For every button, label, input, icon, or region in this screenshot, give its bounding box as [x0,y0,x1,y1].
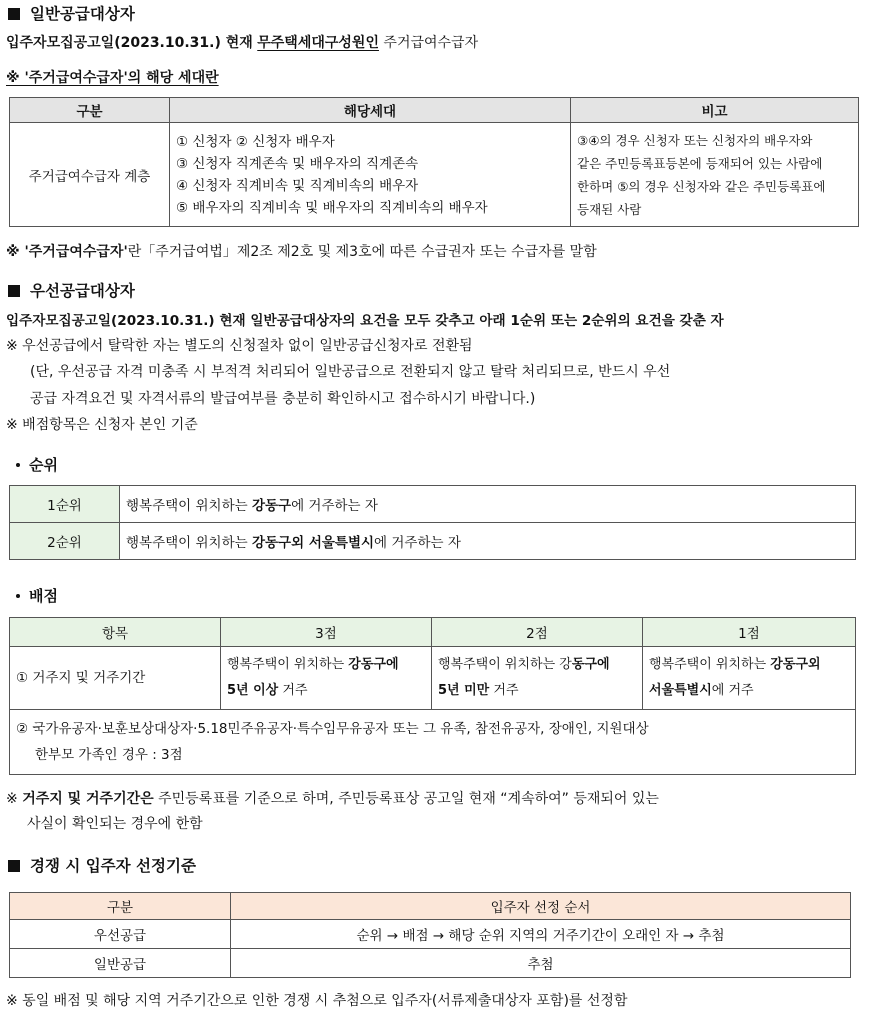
rank-label: 2순위 [10,523,120,560]
rank-subtitle: 순위 [16,454,58,475]
general-footnote: ※ '주거급여수급자'란「주거급여법」제2조 제2호 및 제3호에 따른 수급권자 또는 수급자를 말함 [6,244,597,260]
selection-footnote: ※ 동일 배점 및 해당 지역 거주기간으로 인한 경쟁 시 추첨으로 입주자(서류제출대상자 포함)를 선정함 [6,993,628,1009]
table-header: 입주자 선정 순서 [231,893,851,920]
score-item: ① 거주지 및 거주기간 [10,647,221,710]
score-table [9,617,856,775]
table-header: 1점 [643,618,856,647]
score-3-cell: 행복주택이 위치하는 강동구에 5년 이상 거주 [221,647,432,710]
rank-table [9,485,856,560]
table-header: 해당세대 [170,98,571,123]
priority-footnote: ※ 거주지 및 거주기간은 주민등록표를 기준으로 하며, 주민등록표상 공고일 현재 “계속하여” 등재되어 있는 [6,791,659,807]
section-title-priority: 우선공급대상자 [8,279,135,301]
score-item-2: ② 국가유공자·보훈보상대상자·5.18민주유공자·특수임무유공자 또는 그 유족, 참전유공자, 장애인, 지원대상 한부모 가족인 경우 : 3점 [10,710,856,775]
rank-label: 1순위 [10,486,120,523]
table-row [10,647,856,710]
table-header: 구분 [10,98,170,123]
households-cell: ① 신청자 ② 신청자 배우자 ③ 신청자 직계존속 및 배우자의 직계존속 ④ 신청자 직계비속 및 직계비속의 배우자 ⑤ 배우자의 직계비속 및 배우자의 직계비속의 배우자 [170,123,571,227]
rank-desc: 행복주택이 위치하는 강동구에 거주하는 자 [120,486,856,523]
dot-bullet-icon [16,463,20,467]
score-2-cell: 행복주택이 위치하는 강동구에 5년 미만 거주 [432,647,643,710]
section-title-general: 일반공급대상자 [8,2,135,24]
table-header: 항목 [10,618,221,647]
selection-table [9,892,851,978]
priority-note-3: 공급 자격요건 및 자격서류의 발급여부를 충분히 확인하시고 접수하시기 바랍니다.) [30,391,536,407]
household-note-heading: ※ '주거급여수급자'의 해당 세대란 [6,70,219,86]
priority-footnote-cont: 사실이 확인되는 경우에 한함 [27,816,203,832]
table-header: 비고 [571,98,859,123]
table-row: 우선공급 순위 → 배점 → 해당 순위 지역의 거주기간이 오래인 자 → 추첨 [10,920,851,949]
table-row: 일반공급 추첨 [10,949,851,978]
score-subtitle: 배점 [16,585,58,606]
table-row [10,523,856,560]
square-bullet-icon [8,860,20,872]
remarks-cell: ③④의 경우 신청자 또는 신청자의 배우자와 같은 주민등록표등본에 등재되어 있는 사람에 한하며 ⑤의 경우 신청자와 같은 주민등록표에 등재된 사람 [571,123,859,227]
table-row [10,710,856,775]
priority-note-4: ※ 배점항목은 신청자 본인 기준 [6,417,198,433]
score-1-cell: 행복주택이 위치하는 강동구외 서울특별시에 거주 [643,647,856,710]
priority-note-1: ※ 우선공급에서 탈락한 자는 별도의 신청절차 없이 일반공급신청자로 전환됨 [6,338,473,354]
table-header: 구분 [10,893,231,920]
rank-desc: 행복주택이 위치하는 강동구외 서울특별시에 거주하는 자 [120,523,856,560]
table-header: 2점 [432,618,643,647]
priority-note-2: (단, 우선공급 자격 미충족 시 부적격 처리되어 일반공급으로 전환되지 않고 탈락 처리되므로, 반드시 우선 [30,364,671,380]
square-bullet-icon [8,8,20,20]
priority-eligibility-line: 입주자모집공고일(2023.10.31.) 현재 일반공급대상자의 요건을 모두 갖추고 아래 1순위 또는 2순위의 요건을 갖춘 자 [6,313,724,329]
category-cell: 주거급여수급자 계층 [10,123,170,227]
general-eligibility-line: 입주자모집공고일(2023.10.31.) 현재 무주택세대구성원인 주거급여수급자 [6,35,479,51]
dot-bullet-icon [16,594,20,598]
square-bullet-icon [8,285,20,297]
table-header: 3점 [221,618,432,647]
table-row [10,486,856,523]
household-table [9,97,859,227]
section-title-selection: 경쟁 시 입주자 선정기준 [8,854,196,876]
